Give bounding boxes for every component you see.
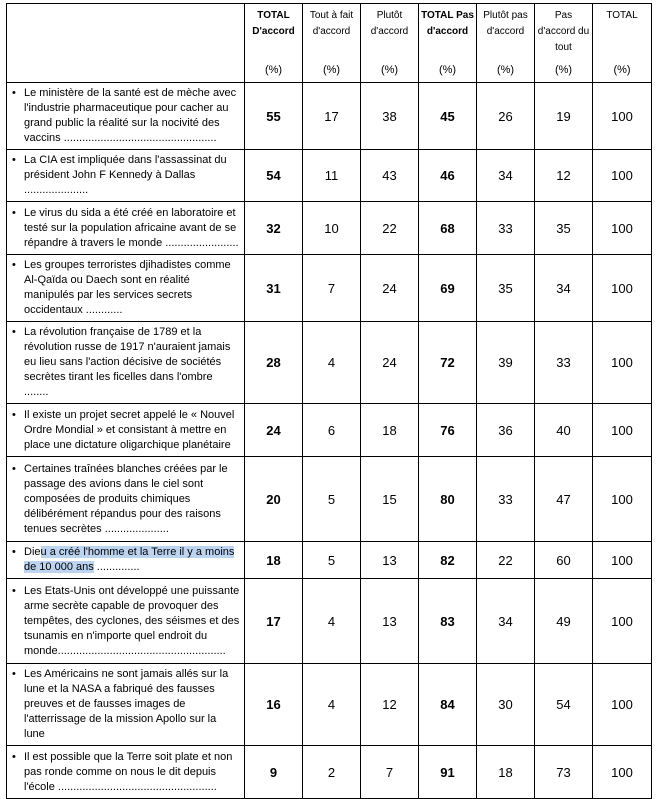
value-plutot-pas: 33 (477, 202, 535, 255)
value-plutot-pas: 26 (477, 83, 535, 150)
value-total: 100 (593, 404, 652, 457)
value-plutot-pas: 39 (477, 322, 535, 404)
table-row (7, 746, 652, 799)
table-row (7, 150, 652, 202)
value-total-pas-accord: 69 (419, 255, 477, 322)
bullet-icon: • (12, 87, 16, 99)
bullet-icon: • (12, 326, 16, 338)
value-plutot-accord: 24 (361, 322, 419, 404)
value-total-accord: 20 (245, 457, 303, 542)
statement-cell: • Le ministère de la santé est de mèche avec l'industrie pharmaceutique pour cacher au grand public la réalité sur la nocivité des vaccins .................................................. (7, 83, 245, 150)
header-plutot-accord: Plutôt d'accord (%) (361, 4, 419, 83)
value-pas-du-tout: 54 (535, 664, 593, 746)
value-pas-du-tout: 12 (535, 150, 593, 202)
value-plutot-accord: 22 (361, 202, 419, 255)
survey-table (6, 3, 652, 799)
table-row (7, 83, 652, 150)
value-tout-a-fait: 4 (303, 322, 361, 404)
table-row (7, 579, 652, 664)
value-total-accord: 24 (245, 404, 303, 457)
value-plutot-pas: 34 (477, 150, 535, 202)
statement-cell: • Le virus du sida a été créé en laboratoire et testé sur la population africaine avant de se répandre à travers le monde ........................ (7, 202, 245, 255)
value-pas-du-tout: 19 (535, 83, 593, 150)
table-row (7, 457, 652, 542)
value-total-accord: 28 (245, 322, 303, 404)
table-row (7, 404, 652, 457)
bullet-icon: • (12, 259, 16, 271)
value-plutot-accord: 7 (361, 746, 419, 799)
value-tout-a-fait: 10 (303, 202, 361, 255)
table-row (7, 322, 652, 404)
bullet-icon: • (12, 668, 16, 680)
value-pas-du-tout: 60 (535, 542, 593, 579)
statement-cell: • La CIA est impliquée dans l'assassinat du président John F Kennedy à Dallas ..................... (7, 150, 245, 202)
value-tout-a-fait: 5 (303, 457, 361, 542)
value-pas-du-tout: 40 (535, 404, 593, 457)
value-plutot-pas: 35 (477, 255, 535, 322)
value-plutot-pas: 18 (477, 746, 535, 799)
header-row (7, 4, 652, 83)
bullet-icon: • (12, 206, 16, 219)
value-total-pas-accord: 72 (419, 322, 477, 404)
header-total-accord: TOTAL D'accord (%) (245, 4, 303, 83)
bullet-icon: • (12, 546, 16, 558)
header-tout-a-fait: Tout à fait d'accord (%) (303, 4, 361, 83)
value-total-pas-accord: 83 (419, 579, 477, 664)
value-plutot-pas: 34 (477, 579, 535, 664)
value-total: 100 (593, 255, 652, 322)
value-pas-du-tout: 34 (535, 255, 593, 322)
value-total-pas-accord: 80 (419, 457, 477, 542)
value-pas-du-tout: 33 (535, 322, 593, 404)
value-plutot-accord: 12 (361, 664, 419, 746)
header-pas-du-tout: Pas d'accord du tout (%) (535, 4, 593, 83)
value-total-pas-accord: 82 (419, 542, 477, 579)
value-total-pas-accord: 76 (419, 404, 477, 457)
statement-text-end: .............. (93, 561, 140, 573)
header-total: TOTAL (%) (593, 4, 652, 83)
statement-cell: • Il existe un projet secret appelé le « Nouvel Ordre Mondial » et consistant à mettre en place une dictature oligarchique planétaire (7, 404, 245, 457)
value-total-accord: 54 (245, 150, 303, 202)
value-total: 100 (593, 746, 652, 799)
header-question (7, 4, 245, 83)
statement-cell: • Les Etats-Unis ont développé une puissante arme secrète capable de provoquer des tempêtes, des cyclones, des séismes et des tsunamis en n'importe quel endroit du monde....................................................... (7, 579, 245, 664)
value-tout-a-fait: 2 (303, 746, 361, 799)
value-plutot-pas: 30 (477, 664, 535, 746)
bullet-icon: • (12, 154, 16, 166)
value-plutot-pas: 33 (477, 457, 535, 542)
value-total: 100 (593, 579, 652, 664)
statement-text-start: Die (24, 546, 41, 558)
value-total-pas-accord: 68 (419, 202, 477, 255)
value-total-accord: 55 (245, 83, 303, 150)
statement-cell: • Il est possible que la Terre soit plate et non pas ronde comme on nous le dit depuis l'école .................................................... (7, 746, 245, 799)
value-total: 100 (593, 322, 652, 404)
statement-cell: • Les Américains ne sont jamais allés sur la lune et la NASA a fabriqué des fausses preuves et de fausses images de l'atterrissage de la mission Apollo sur la lune (7, 664, 245, 746)
value-plutot-accord: 24 (361, 255, 419, 322)
value-total: 100 (593, 542, 652, 579)
statement-cell: • La révolution française de 1789 et la révolution russe de 1917 n'auraient jamais eu lieu sans l'action décisive de sociétés secrètes tirant les ficelles dans l'ombre ........ (7, 322, 245, 404)
value-plutot-accord: 43 (361, 150, 419, 202)
value-total-pas-accord: 46 (419, 150, 477, 202)
statement-cell: • Les groupes terroristes djihadistes comme Al-Qaïda ou Daech sont en réalité manipulés par les services secrets occidentaux ............ (7, 255, 245, 322)
bullet-icon: • (12, 408, 16, 421)
value-total-accord: 18 (245, 542, 303, 579)
header-total-pas-accord: TOTAL Pas d'accord (%) (419, 4, 477, 83)
value-total-pas-accord: 91 (419, 746, 477, 799)
value-total-accord: 32 (245, 202, 303, 255)
value-pas-du-tout: 47 (535, 457, 593, 542)
value-tout-a-fait: 17 (303, 83, 361, 150)
value-plutot-pas: 36 (477, 404, 535, 457)
value-plutot-accord: 13 (361, 542, 419, 579)
value-tout-a-fait: 7 (303, 255, 361, 322)
value-total-accord: 16 (245, 664, 303, 746)
value-pas-du-tout: 35 (535, 202, 593, 255)
value-plutot-accord: 38 (361, 83, 419, 150)
value-total: 100 (593, 457, 652, 542)
bullet-icon: • (12, 584, 16, 597)
value-total: 100 (593, 83, 652, 150)
value-pas-du-tout: 73 (535, 746, 593, 799)
value-total-accord: 31 (245, 255, 303, 322)
value-total-accord: 9 (245, 746, 303, 799)
value-total: 100 (593, 150, 652, 202)
value-tout-a-fait: 6 (303, 404, 361, 457)
value-total-accord: 17 (245, 579, 303, 664)
table-row (7, 542, 652, 579)
value-total: 100 (593, 202, 652, 255)
statement-cell: • Certaines traînées blanches créées par le passage des avions dans le ciel sont composées de produits chimiques délibérément répandus pour des raisons tenues secrètes ..................... (7, 457, 245, 542)
value-total-pas-accord: 45 (419, 83, 477, 150)
value-tout-a-fait: 11 (303, 150, 361, 202)
header-plutot-pas: Plutôt pas d'accord (%) (477, 4, 535, 83)
bullet-icon: • (12, 462, 16, 475)
value-total: 100 (593, 664, 652, 746)
bullet-icon: • (12, 750, 16, 763)
value-pas-du-tout: 49 (535, 579, 593, 664)
statement-cell (7, 542, 245, 579)
value-plutot-accord: 15 (361, 457, 419, 542)
value-total-pas-accord: 84 (419, 664, 477, 746)
text-selection-highlight[interactable]: u a créé l'homme et la Terre il y a moins de 10 000 ans (24, 546, 235, 573)
table-row (7, 255, 652, 322)
table-row (7, 664, 652, 746)
value-tout-a-fait: 4 (303, 579, 361, 664)
value-plutot-accord: 18 (361, 404, 419, 457)
table-row (7, 202, 652, 255)
value-plutot-pas: 22 (477, 542, 535, 579)
value-plutot-accord: 13 (361, 579, 419, 664)
value-tout-a-fait: 4 (303, 664, 361, 746)
value-tout-a-fait: 5 (303, 542, 361, 579)
